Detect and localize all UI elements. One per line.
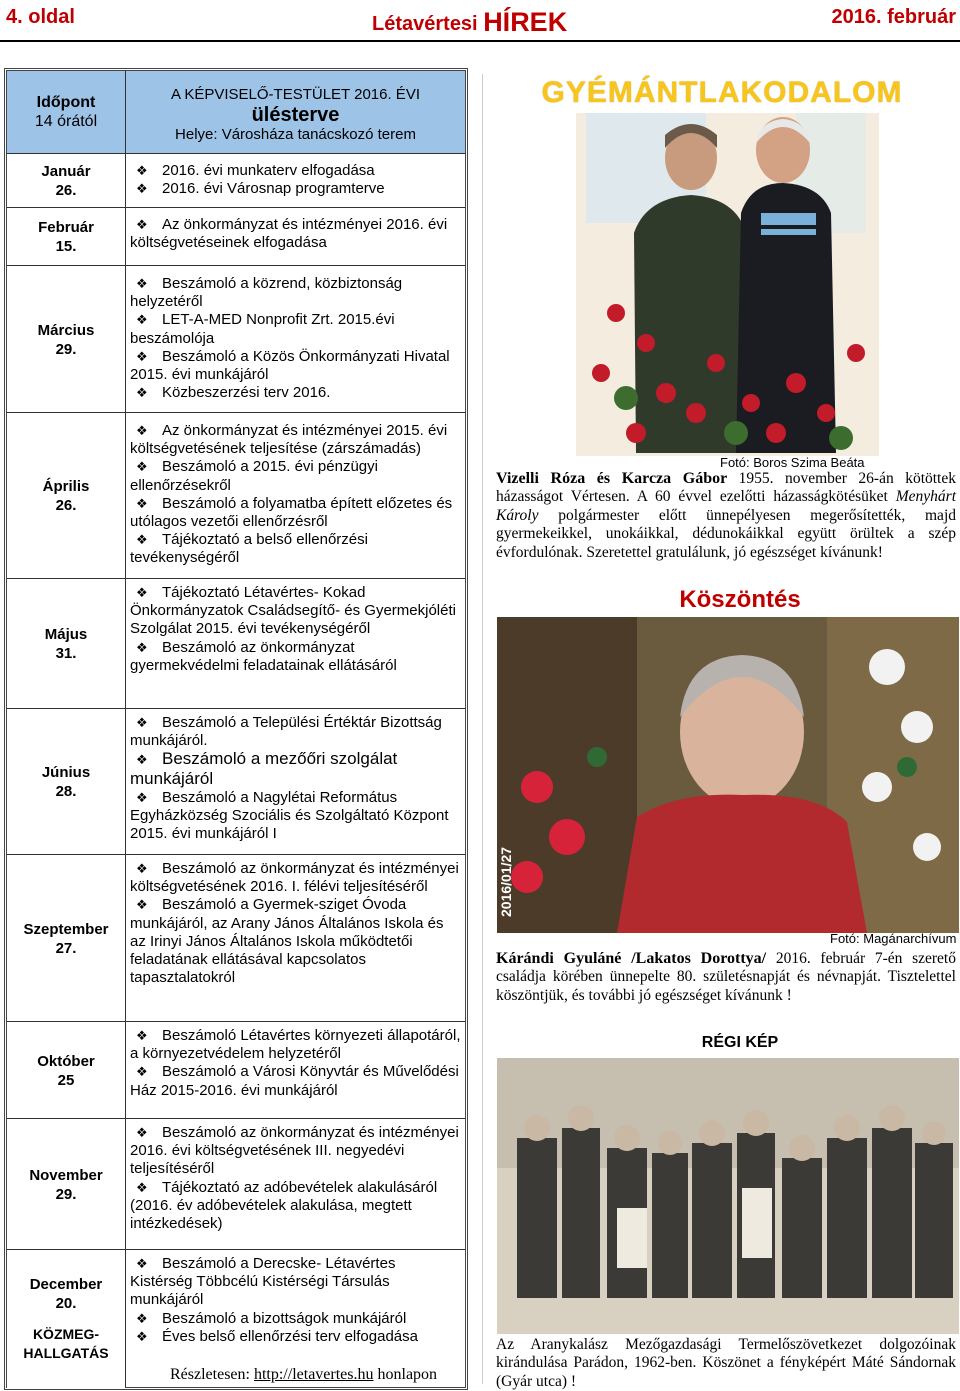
meeting-date (38, 321, 95, 359)
agenda-cell (130, 1119, 461, 1250)
diamond-bullet-icon: ❖ (136, 163, 148, 178)
meeting-date-line: Március (37, 321, 95, 339)
meeting-date-cell (7, 709, 126, 855)
agenda-item (130, 180, 461, 198)
meeting-date (23, 920, 108, 958)
greeting-title: Köszöntés (679, 586, 801, 613)
agenda-item (130, 348, 461, 384)
diamond-bullet-icon: ❖ (136, 459, 148, 475)
header-time-text (35, 93, 97, 131)
paper-name: HÍREK (483, 7, 568, 37)
greeting-photo-credit: Fotó: Magánarchívum (830, 931, 957, 946)
column-divider (482, 74, 483, 1384)
schedule-row (7, 708, 465, 855)
issue-date: 2016. február (831, 6, 956, 28)
diamond-bullet-icon: ❖ (136, 1179, 148, 1195)
meeting-date-cell (7, 413, 126, 579)
diamond-bullet-icon: ❖ (136, 181, 148, 197)
meeting-date-cell (7, 1022, 126, 1119)
agenda-item-text: Beszámoló a bizottságok munkájáról (162, 1309, 407, 1327)
meeting-date-line: 27. (55, 939, 77, 957)
agenda-item-text: Beszámoló a Nagylétai Református Egyházközség Szociális és Szolgáltató Központ 2015. évi munkájáról I (130, 788, 449, 843)
meeting-date (38, 218, 94, 256)
agenda-item-text: 2016. évi munkaterv elfogadása (162, 162, 375, 179)
diamond-bullet-icon: ❖ (136, 897, 148, 913)
greeted-name: Kárándi Gyuláné /Lakatos Dorottya/ (496, 950, 767, 967)
meeting-date-cell (7, 855, 126, 1022)
diamond-bullet-icon: ❖ (136, 752, 148, 768)
agenda-cell (130, 1022, 461, 1119)
agenda-cell (130, 208, 461, 266)
diamond-bullet-icon: ❖ (136, 348, 148, 364)
agenda-cell (130, 709, 461, 855)
meeting-date-line: Május (44, 626, 88, 643)
old-group-photo (497, 1058, 959, 1334)
schedule-row (7, 1021, 465, 1119)
meeting-date-line: 29. (55, 340, 77, 358)
meeting-date-cell (7, 208, 126, 266)
schedule-row (7, 265, 465, 413)
agenda-item (130, 495, 461, 531)
schedule-row (7, 578, 465, 709)
meeting-date (41, 162, 90, 200)
agenda-item (130, 1255, 461, 1310)
agenda-item (130, 789, 461, 844)
header-time-cell (7, 71, 126, 153)
agenda-item (130, 896, 461, 987)
agenda-cell (130, 266, 461, 413)
old-photo-title: RÉGI KÉP (701, 1034, 779, 1051)
details-footer (170, 1366, 437, 1384)
date-stamp: 2016/01/27 (498, 846, 514, 917)
paper-prefix: Létavértesi (372, 13, 478, 35)
diamond-bullet-icon: ❖ (136, 1125, 148, 1140)
diamond-bullet-icon: ❖ (136, 495, 148, 511)
diamond-bullet-icon: ❖ (136, 1328, 148, 1344)
agenda-item (130, 162, 461, 180)
greeting-body: 2016. február 7-én szerető családja körében ünnepelte 80. születésnapját és névnapját. Tisztelettel köszöntjük, és további jó egészséget kívánunk ! (496, 950, 956, 1004)
agenda-cell (130, 579, 461, 709)
page-number: 4. oldal (6, 6, 75, 28)
paper-title (372, 6, 567, 37)
meeting-date-cell (7, 266, 126, 413)
agenda-item (130, 1124, 461, 1179)
greeting-photo (497, 617, 959, 933)
diamond-bullet-icon: ❖ (136, 789, 148, 805)
meeting-date (43, 477, 90, 515)
footer-prefix: Részletesen: (170, 1366, 250, 1383)
couple-photo-credit: Fotó: Boros Szima Beáta (720, 455, 865, 470)
agenda-item-text: Beszámoló a Gyermek-sziget Óvoda munkájáról, az Arany János Általános Iskola és az Irinyi János Általános Iskola működtetői feladatának ellátásával kapcsolatos tapasztalatokról (130, 896, 444, 987)
diamond-bullet-icon: ❖ (136, 1064, 148, 1080)
agenda-item (130, 1310, 461, 1328)
old-photo-caption: Az Aranykalász Mezőgazdasági Termelőszövetkezet dolgozóinak kirándulása Parádon, 1962-ben. Köszönet a fényképért Máté Sándornak (Gyár utca) ! (496, 1336, 956, 1390)
diamond-bullet-icon: ❖ (136, 532, 148, 548)
diamond-bullet-icon: ❖ (136, 1256, 148, 1271)
schedule-header-row (7, 71, 465, 153)
greeting-text (496, 950, 956, 1005)
meeting-date-line: December (29, 1276, 103, 1293)
diamond-bullet-icon: ❖ (136, 217, 148, 232)
diamond-text-part1: 1955. november 26-án kötöttek házasságot Vértesen. A 60 évvel ezelőtti házasságkötésüket (496, 470, 956, 506)
agenda-item (130, 311, 461, 347)
meeting-date-line: HALLGATÁS (23, 1345, 109, 1361)
schedule-row (7, 153, 465, 208)
diamond-text-part2: polgármester előtt ünnepélyesen megerősítették, majd gyermekeikkel, unokáikkal, dédunokáikkal együtt örültek a szép évfordulónak. Szeretettel gratulálunk, jó egészséget kívánunk! (496, 506, 956, 561)
diamond-bullet-icon: ❖ (136, 276, 148, 291)
agenda-item-text: LET-A-MED Nonprofit Zrt. 2015.évi beszámolója (130, 311, 395, 347)
agenda-item-text: 2016. évi Városnap programterve (162, 180, 385, 198)
mayor-name: Menyhárt Károly (496, 488, 957, 524)
agenda-item-text: Beszámoló a mezőőri szolgálat munkájáról (130, 749, 398, 788)
diamond-wedding-title: GYÉMÁNTLAKODALOM (541, 76, 903, 109)
agenda-item-text: Beszámoló az önkormányzat és intézményei költségvetésének 2016. I. félévi teljesítéséről (130, 860, 459, 896)
header-title-line: Helye: Városháza tanácskozó terem (175, 126, 416, 143)
meeting-schedule-table (4, 68, 468, 1390)
meeting-date (37, 1052, 95, 1090)
agenda-item (130, 1063, 461, 1099)
diamond-bullet-icon: ❖ (136, 585, 148, 600)
couple-photo (576, 113, 879, 456)
meeting-date-cell (7, 579, 126, 709)
diamond-bullet-icon: ❖ (136, 1310, 148, 1326)
meeting-date-line: 20. (55, 1295, 77, 1312)
meeting-date-line: Október (37, 1052, 95, 1070)
agenda-cell (130, 154, 461, 208)
meeting-date-cell (7, 1119, 126, 1250)
website-link[interactable]: http://letavertes.hu (253, 1366, 374, 1383)
header-title-line: A KÉPVISELŐ-TESTÜLET 2016. ÉVI (170, 86, 420, 103)
meeting-date-line: Január (41, 163, 91, 180)
diamond-bullet-icon: ❖ (136, 1028, 148, 1043)
agenda-item-text: Beszámoló a Közös Önkormányzati Hivatal 2015. évi munkájáról (130, 347, 450, 384)
meeting-date-line: 28. (55, 783, 77, 800)
agenda-item-text: Közbeszerzési terv 2016. (162, 384, 331, 402)
schedule-row (7, 412, 465, 579)
agenda-cell (130, 855, 461, 1022)
meeting-date-line: Június (41, 764, 91, 781)
header-time-line: Időpont (36, 94, 96, 111)
agenda-cell (130, 413, 461, 579)
meeting-date-cell (7, 154, 126, 208)
agenda-item-text: Beszámoló a folyamatba épített előzetes és utólagos vezetői ellenőrzésről (130, 494, 453, 531)
agenda-item-text: Beszámoló a Derecske- Létavértes Kistérség Többcélú Kistérségi Társulás munkájáról (130, 1255, 396, 1309)
agenda-item (130, 714, 461, 750)
footer-suffix: honlapon (377, 1366, 438, 1383)
diamond-wedding-text (496, 470, 956, 562)
diamond-bullet-icon: ❖ (136, 423, 148, 438)
diamond-bullet-icon: ❖ (136, 861, 148, 876)
diamond-bullet-icon: ❖ (136, 385, 148, 401)
header-time-line: 14 órától (34, 113, 98, 130)
agenda-item (130, 384, 461, 402)
agenda-item-text: Beszámoló a 2015. évi pénzügyi ellenőrzésekről (130, 458, 378, 494)
page-header (0, 0, 960, 42)
agenda-item-text: Tájékoztató Létavértes- Kokad Önkormányzatok Családsegítő- és Gyermekjóléti Szolgálat 2015. évi tevékenységéről (130, 584, 456, 638)
meeting-date-line: KÖZMEG- (32, 1326, 100, 1342)
meeting-date (23, 1275, 108, 1363)
diamond-bullet-icon: ❖ (136, 715, 148, 730)
agenda-item-text: Tájékoztató az adóbevételek alakulásáról (2016. év adóbevételek alakulása, megtett intézkedések) (130, 1178, 438, 1233)
meeting-date-cell (7, 1250, 126, 1388)
agenda-item (130, 584, 461, 639)
agenda-item (130, 458, 461, 494)
meeting-date (45, 625, 88, 663)
agenda-item (130, 422, 461, 458)
meeting-date-line: 29. (55, 1185, 77, 1203)
agenda-item (130, 216, 461, 252)
schedule-row (7, 1118, 465, 1250)
meeting-date-line: 31. (55, 645, 77, 662)
agenda-item (130, 531, 461, 567)
agenda-item (130, 1179, 461, 1234)
agenda-item (130, 639, 461, 675)
agenda-item (130, 860, 461, 896)
agenda-item-text: Beszámoló Létavértes környezeti állapotáról, a környezetvédelem helyzetéről (130, 1027, 461, 1063)
agenda-item-text: Beszámoló a Városi Könyvtár és Művelődési Ház 2015-2016. évi munkájáról (130, 1063, 459, 1099)
agenda-item (130, 1328, 461, 1346)
schedule-row (7, 207, 465, 266)
diamond-bullet-icon: ❖ (136, 312, 148, 328)
schedule-row (7, 854, 465, 1022)
agenda-item-text: Beszámoló az önkormányzat gyermekvédelmi feladatainak ellátásáról (130, 638, 397, 674)
diamond-bullet-icon: ❖ (136, 639, 148, 655)
meeting-date-line: 25 (57, 1071, 75, 1089)
agenda-item-text: Az önkormányzat és intézményei 2015. évi költségvetésének teljesítése (zárszámadás) (130, 422, 448, 458)
agenda-item (130, 1027, 461, 1063)
header-title-cell (126, 71, 465, 153)
meeting-date-line: Április (42, 478, 90, 495)
header-title-line: ülésterve (251, 104, 340, 126)
agenda-item-text: Az önkormányzat és intézményei 2016. évi költségvetéseinek elfogadása (130, 216, 448, 252)
meeting-date-line: 26. (55, 182, 77, 199)
meeting-date (29, 1166, 102, 1204)
meeting-date-line: 26. (55, 497, 77, 514)
meeting-date-line: Február (38, 219, 94, 236)
agenda-item-text: Éves belső ellenőrzési terv elfogadása (162, 1327, 418, 1345)
couple-names: Vizelli Róza és Karcza Gábor (496, 470, 728, 487)
agenda-item-text: Beszámoló a Települési Értéktár Bizottság munkájáról. (130, 714, 442, 750)
agenda-item-text: Beszámoló a közrend, közbiztonság helyzetéről (130, 275, 403, 311)
agenda-item-text: Tájékoztató a belső ellenőrzési tevékenységéről (130, 531, 368, 567)
meeting-date-line: November (29, 1166, 103, 1184)
agenda-item-text: Beszámoló az önkormányzat és intézményei 2016. évi költségvetésének III. negyedévi teljesítéséről (130, 1124, 459, 1178)
agenda-item (130, 275, 461, 311)
agenda-item (130, 750, 461, 788)
meeting-date-line: 15. (55, 238, 77, 255)
meeting-date (42, 763, 90, 801)
meeting-date-line: Szeptember (23, 920, 109, 938)
